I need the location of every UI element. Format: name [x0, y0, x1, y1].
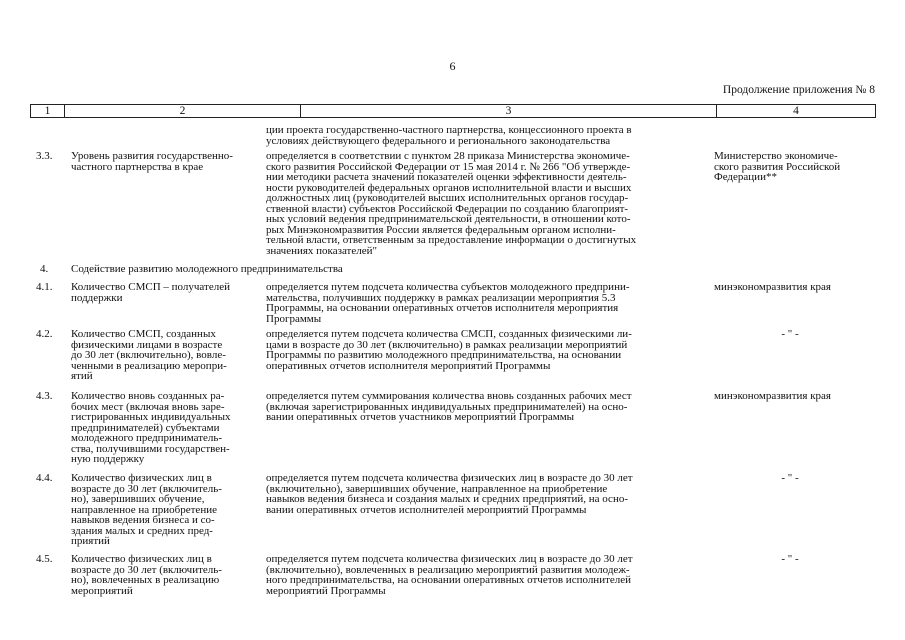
- calculation-method: определяется путем подсчета количества СМСП, созданных физическими ли- цами в возрасте до 30 лет (включительно) в рамках реализации мероприятий Программы по развитию молодежного предпринимательства, на основании оперативных отчетов исполнителя мероприятий Программы: [266, 328, 632, 372]
- data-source: Министерство экономиче- ского развития Российской Федерации**: [714, 150, 841, 183]
- column-header-table: [30, 104, 876, 118]
- column-header-1: 1: [31, 105, 65, 118]
- column-header-2: 2: [65, 105, 301, 118]
- row-number: 4.2.: [36, 328, 53, 340]
- indicator-name: Количество вновь созданных ра- бочих мест (включая вновь заре- гистрированных индивидуальных предпринимателей) субъектами молодежного предприниматель- ства, получившими государствен- ную поддержку: [71, 390, 231, 465]
- calculation-method: определяется путем подсчета количества физических лиц в возрасте до 30 лет (включительно), вовлеченных в реализацию мероприятий развития молодеж- ного предпринимательства, на основании оперативных отчетов исполнителей мероприятий Программы: [266, 553, 633, 597]
- calculation-method: определяется путем подсчета количества физических лиц в возрасте до 30 лет (включительно), завершивших обучение, направленное на приобретение навыков ведения бизнеса и создания малых и средних предприятий, на осно- вании оперативных отчетов исполнителей мероприятий Программы: [266, 472, 633, 516]
- row-number: 3.3.: [36, 150, 53, 162]
- indicator-name: Количество физических лиц в возрасте до 30 лет (включитель- но), вовлеченных в реализацию мероприятий: [71, 553, 222, 597]
- calculation-method: определяется в соответствии с пунктом 28 приказа Министерства экономиче- ского развития Российской Федерации от 15 мая 2014 г. № 266 "Об утвержде- нии методики расчета значений показателей оценки эффективности деятель- ности руководителей федеральных органов исполнительной власти и высших должностных лиц (руководителей высших исполнительных органов государ- ственной власти) субъектов Российской Федерации по созданию благоприят- ных условий ведения предпринимательской деятельности, в отношении кото- рых Минэкономразвития России является федеральным органом исполни- тельной власти, ответственным за предоставление информации о достигнутых значениях показателей": [266, 150, 637, 257]
- row-number: 4.3.: [36, 390, 53, 402]
- section-title: Содействие развитию молодежного предпринимательства: [71, 263, 343, 275]
- row-number: 4.1.: [36, 281, 53, 293]
- column-header-3: 3: [301, 105, 717, 118]
- row-number: 4.4.: [36, 472, 53, 484]
- calculation-method: определяется путем подсчета количества субъектов молодежного предприни- мательства, получивших поддержку в рамках реализации мероприятия 5.3 Программы, на основании оперативных отчетов исполнителя мероприятия Программы: [266, 281, 630, 325]
- row-number: 4.5.: [36, 553, 53, 565]
- indicator-name: Количество СМСП, созданных физическими лицами в возрасте до 30 лет (включительно), вовле- ченными в реализацию меропри- ятий: [71, 328, 227, 382]
- page-number: 6: [449, 59, 456, 73]
- section-number: 4.: [40, 263, 49, 275]
- indicator-name: Уровень развития государственно- частного партнерства в крае: [71, 150, 233, 173]
- continued-method-text: ции проекта государственно-частного партнерства, концессионного проекта в условиях действующего федерального и регионального законодательства: [266, 124, 632, 147]
- data-source: минэкономразвития края: [714, 281, 831, 293]
- column-header-4: 4: [717, 105, 876, 118]
- data-source: - " -: [781, 553, 799, 565]
- data-source: минэкономразвития края: [714, 390, 831, 402]
- continuation-label: Продолжение приложения № 8: [722, 84, 875, 96]
- indicator-name: Количество СМСП – получателей поддержки: [71, 281, 230, 304]
- column-header-row: [31, 105, 876, 118]
- indicator-name: Количество физических лиц в возрасте до 30 лет (включитель- но), завершивших обучение, направленное на приобретение навыков ведения бизнеса и со- здания малых и средних пред- приятий: [71, 472, 222, 547]
- calculation-method: определяется путем суммирования количества вновь созданных рабочих мест (включая зарегистрированных индивидуальных предпринимателей) на осно- вании оперативных отчетов участников мероприятий Программы: [266, 390, 632, 423]
- data-source: - " -: [781, 472, 799, 484]
- data-source: - " -: [781, 328, 799, 340]
